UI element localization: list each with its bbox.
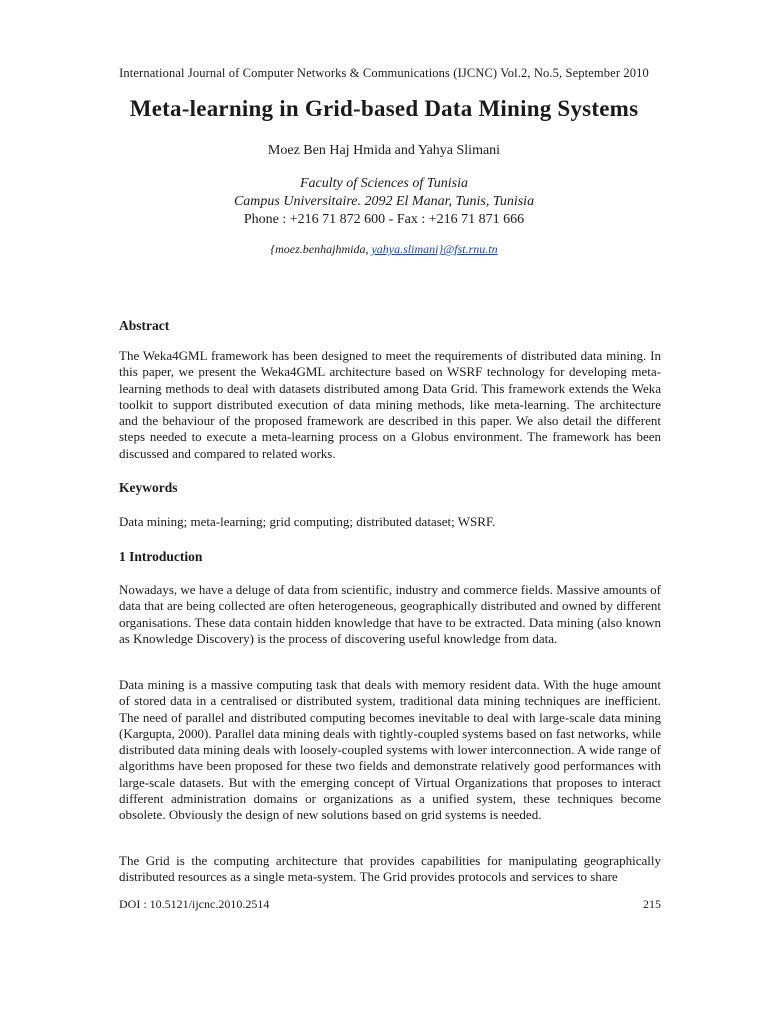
introduction-paragraph-1: Nowadays, we have a deluge of data from scientific, industry and commerce fields. Massive amounts of data that are being collected are often heterogeneous, geographically distributed and owned by different organisations. These data contain hidden knowledge that have to be extracted. Data mining (also known as Knowledge Discovery) is the process of discovering useful knowledge from data. bbox=[119, 582, 661, 646]
introduction-heading: 1 Introduction bbox=[119, 549, 203, 564]
abstract-text: The Weka4GML framework has been designed to meet the requirements of distributed data mining. In this paper, we present the Weka4GML architecture based on WSRF technology for developing meta-learning methods to deal with datasets distributed among Data Grid. This framework extends the Weka toolkit to support distributed execution of data mining methods, like meta-learning. The architecture and the behaviour of the proposed framework are described in this paper. We also detail the different steps needed to execute a meta-learning process on a Globus environment. The framework has been discussed and compared to related works. bbox=[119, 348, 661, 461]
keywords-heading: Keywords bbox=[119, 480, 178, 495]
email-link[interactable]: yahya.slimani}@fst.rnu.tn bbox=[371, 242, 498, 256]
affiliation-line-1: Faculty of Sciences of Tunisia bbox=[300, 176, 468, 191]
keywords-text: Data mining; meta-learning; grid computing; distributed dataset; WSRF. bbox=[119, 514, 496, 529]
email-prefix: {moez.benhajhmida, bbox=[270, 242, 372, 256]
page-number: 215 bbox=[643, 897, 661, 911]
introduction-paragraph-2: Data mining is a massive computing task that deals with memory resident data. With the huge amount of stored data in a centralised or distributed system, traditional data mining techniques are inefficient. The need of parallel and distributed computing becomes inevitable to deal with large-scale data mining (Kargupta, 2000). Parallel data mining deals with tightly-coupled systems based on fast networks, while distributed data mining deals with loosely-coupled systems with lower interconnection. A wide range of algorithms have been proposed for these two fields and demonstrate relatively good performances with large-scale datasets. But with the emerging concept of Virtual Organizations that proposes to interact different administration domains or organizations as a unified system, these techniques become obsolete. Obviously the design of new solutions based on grid systems is needed. bbox=[119, 677, 661, 823]
paper-authors: Moez Ben Haj Hmida and Yahya Slimani bbox=[267, 143, 501, 158]
journal-header: International Journal of Computer Networks & Communications (IJCNC) Vol.2, No.5, September 2010 bbox=[119, 66, 649, 80]
email-line bbox=[0, 242, 768, 257]
affiliation-line-2: Campus Universitaire. 2092 El Manar, Tunis, Tunisia bbox=[233, 194, 535, 209]
abstract-heading: Abstract bbox=[119, 318, 170, 333]
doi-footer: DOI : 10.5121/ijcnc.2010.2514 bbox=[119, 897, 270, 911]
contact-line: Phone : +216 71 872 600 - Fax : +216 71 871 666 bbox=[243, 212, 525, 227]
paper-title: Meta-learning in Grid-based Data Mining Systems bbox=[129, 96, 639, 121]
introduction-paragraph-3: The Grid is the computing architecture that provides capabilities for manipulating geographically distributed resources as a single meta-system. The Grid provides protocols and services to share bbox=[119, 853, 661, 885]
affiliation-block bbox=[0, 175, 768, 229]
